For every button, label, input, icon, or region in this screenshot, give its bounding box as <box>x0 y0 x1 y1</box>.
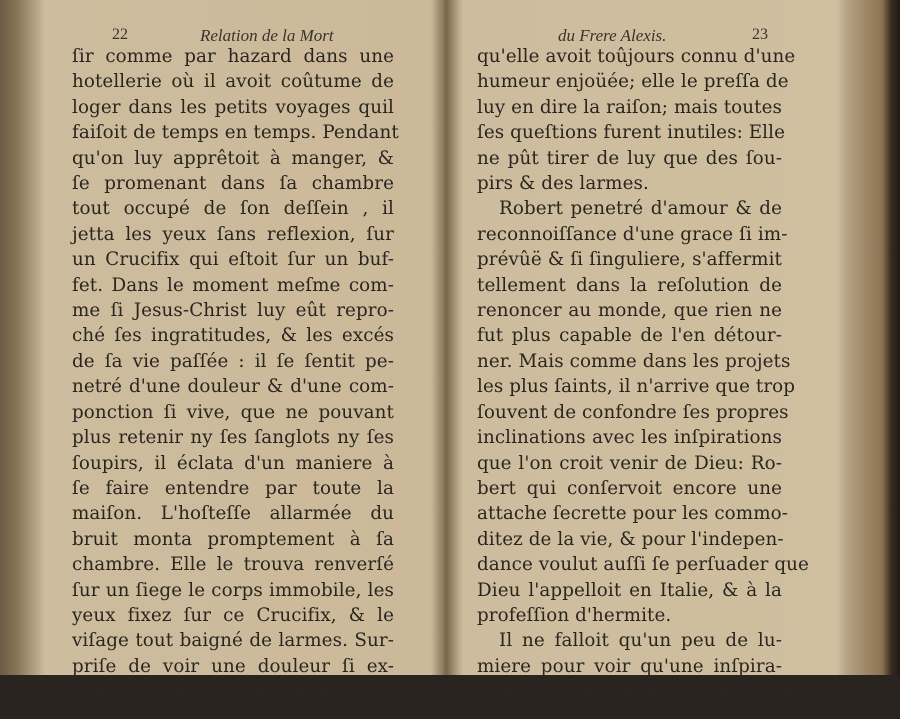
right-running-head: du Frere Alexis. <box>558 26 667 45</box>
text-line: faiſoit de temps en temps. Pendant <box>72 122 399 144</box>
text-line: ché ſes ingratitudes, & les excés <box>72 325 394 347</box>
text-line: Robert penetré d'amour & de <box>499 198 782 220</box>
text-line: chambre. Elle le trouva renverſé <box>72 554 394 576</box>
text-line: tion ſi étrange pour un jeune hom- <box>477 681 800 703</box>
text-line: yeux fixez ſur ce Crucifix, & le <box>72 604 394 626</box>
text-line: ſe faire entendre par toute la <box>72 477 394 499</box>
left-page-text <box>72 44 399 719</box>
text-line: inclinations avec les inſpirations <box>477 427 782 449</box>
text-line: loger dans les petits voyages quil <box>72 96 394 118</box>
text-line: fut plus capable de l'en détour- <box>477 325 782 347</box>
text-line: un Crucifix qui eſtoit ſur un buf- <box>72 249 394 271</box>
text-line: viſage tout baigné de larmes. Sur- <box>72 630 394 652</box>
text-line: les plus ſaints, il n'arrive que trop <box>477 376 796 398</box>
text-line: ſir comme par hazard dans une <box>72 46 394 67</box>
text-line: ner. Mais comme dans les projets <box>477 350 791 372</box>
text-line: humeur enjoüée; elle le preſſa de <box>477 71 789 93</box>
text-line: Dieu l'appelloit en Italie, & à la <box>477 579 782 601</box>
text-line: fet. Dans le moment meſme com- <box>72 274 394 296</box>
text-line: que l'on croit venir de Dieu: Ro- <box>477 452 782 474</box>
right-page-text <box>477 44 809 719</box>
left-running-head: Relation de la Mort <box>200 26 334 45</box>
text-line: Il ne falloit qu'un peu de lu- <box>499 630 782 652</box>
text-line: maiſon. L'hoſteſſe allarmée du <box>72 503 394 525</box>
text-line: ſes queſtions furent inutiles: Elle <box>477 122 785 144</box>
text-line: jetta les yeux ſans reflexion, ſur <box>72 223 394 245</box>
text-line: ſe promenant dans ſa chambre <box>72 173 394 195</box>
text-line: ponction ſi vive, que ne pouvant <box>72 401 394 423</box>
text-line: plus retenir ny ſes ſanglots ny ſes <box>72 427 394 449</box>
text-line: miere pour voir qu'une inſpira- <box>477 655 782 677</box>
text-line: tellement dans la reſolution de <box>477 274 782 296</box>
text-line: bruit monta promptement à ſa <box>72 528 394 550</box>
text-line: tout occupé de ſon deſſein , il <box>72 198 394 220</box>
text-line: profeſſion d'hermite. <box>477 604 672 626</box>
text-line: bert qui conſervoit encore une <box>477 477 782 499</box>
text-line: ceſſive dans un jeune homme <box>72 681 346 703</box>
book-spine-shadow <box>430 0 460 675</box>
text-line: ne pût tirer de luy que des ſou- <box>477 147 782 169</box>
left-page-number: 22 <box>112 26 128 43</box>
text-line: ſoupirs, il éclata d'un maniere à <box>72 452 394 474</box>
text-line: dance voulut auſſi ſe perſuader que <box>477 554 809 576</box>
text-line: de ſa vie paſſée : il ſe ſentit pe- <box>72 350 394 372</box>
text-line: qu'elle avoit toûjours connu d'une <box>477 46 796 67</box>
right-page-number: 23 <box>752 26 768 43</box>
text-line: hotellerie où il avoit coûtume de <box>72 71 394 93</box>
text-line: qu'on luy apprêtoit à manger, & <box>72 147 394 169</box>
text-line: priſe de voir une douleur ſi ex- <box>72 655 394 677</box>
text-line: renoncer au monde, que rien ne <box>477 300 782 322</box>
text-line: luy en dire la raiſon; mais toutes <box>477 96 782 118</box>
text-line: ditez de la vie, & pour l'indepen- <box>477 528 784 550</box>
text-line: me ſi Jesus-Christ luy eût repro- <box>72 300 394 322</box>
text-line: ſouvent de confondre ſes propres <box>477 401 789 423</box>
text-line: reconnoiſſance d'une grace ſi im- <box>477 223 788 245</box>
text-line: pirs & des larmes. <box>477 173 649 195</box>
text-line: ſur un ſiege le corps immobile, les <box>72 579 394 601</box>
text-line: prévûë & ſi ſinguliere, s'affermit <box>477 249 782 271</box>
text-line: netré d'une douleur & d'une com- <box>72 376 394 398</box>
text-line: attache ſecrette pour les commo- <box>477 503 789 525</box>
